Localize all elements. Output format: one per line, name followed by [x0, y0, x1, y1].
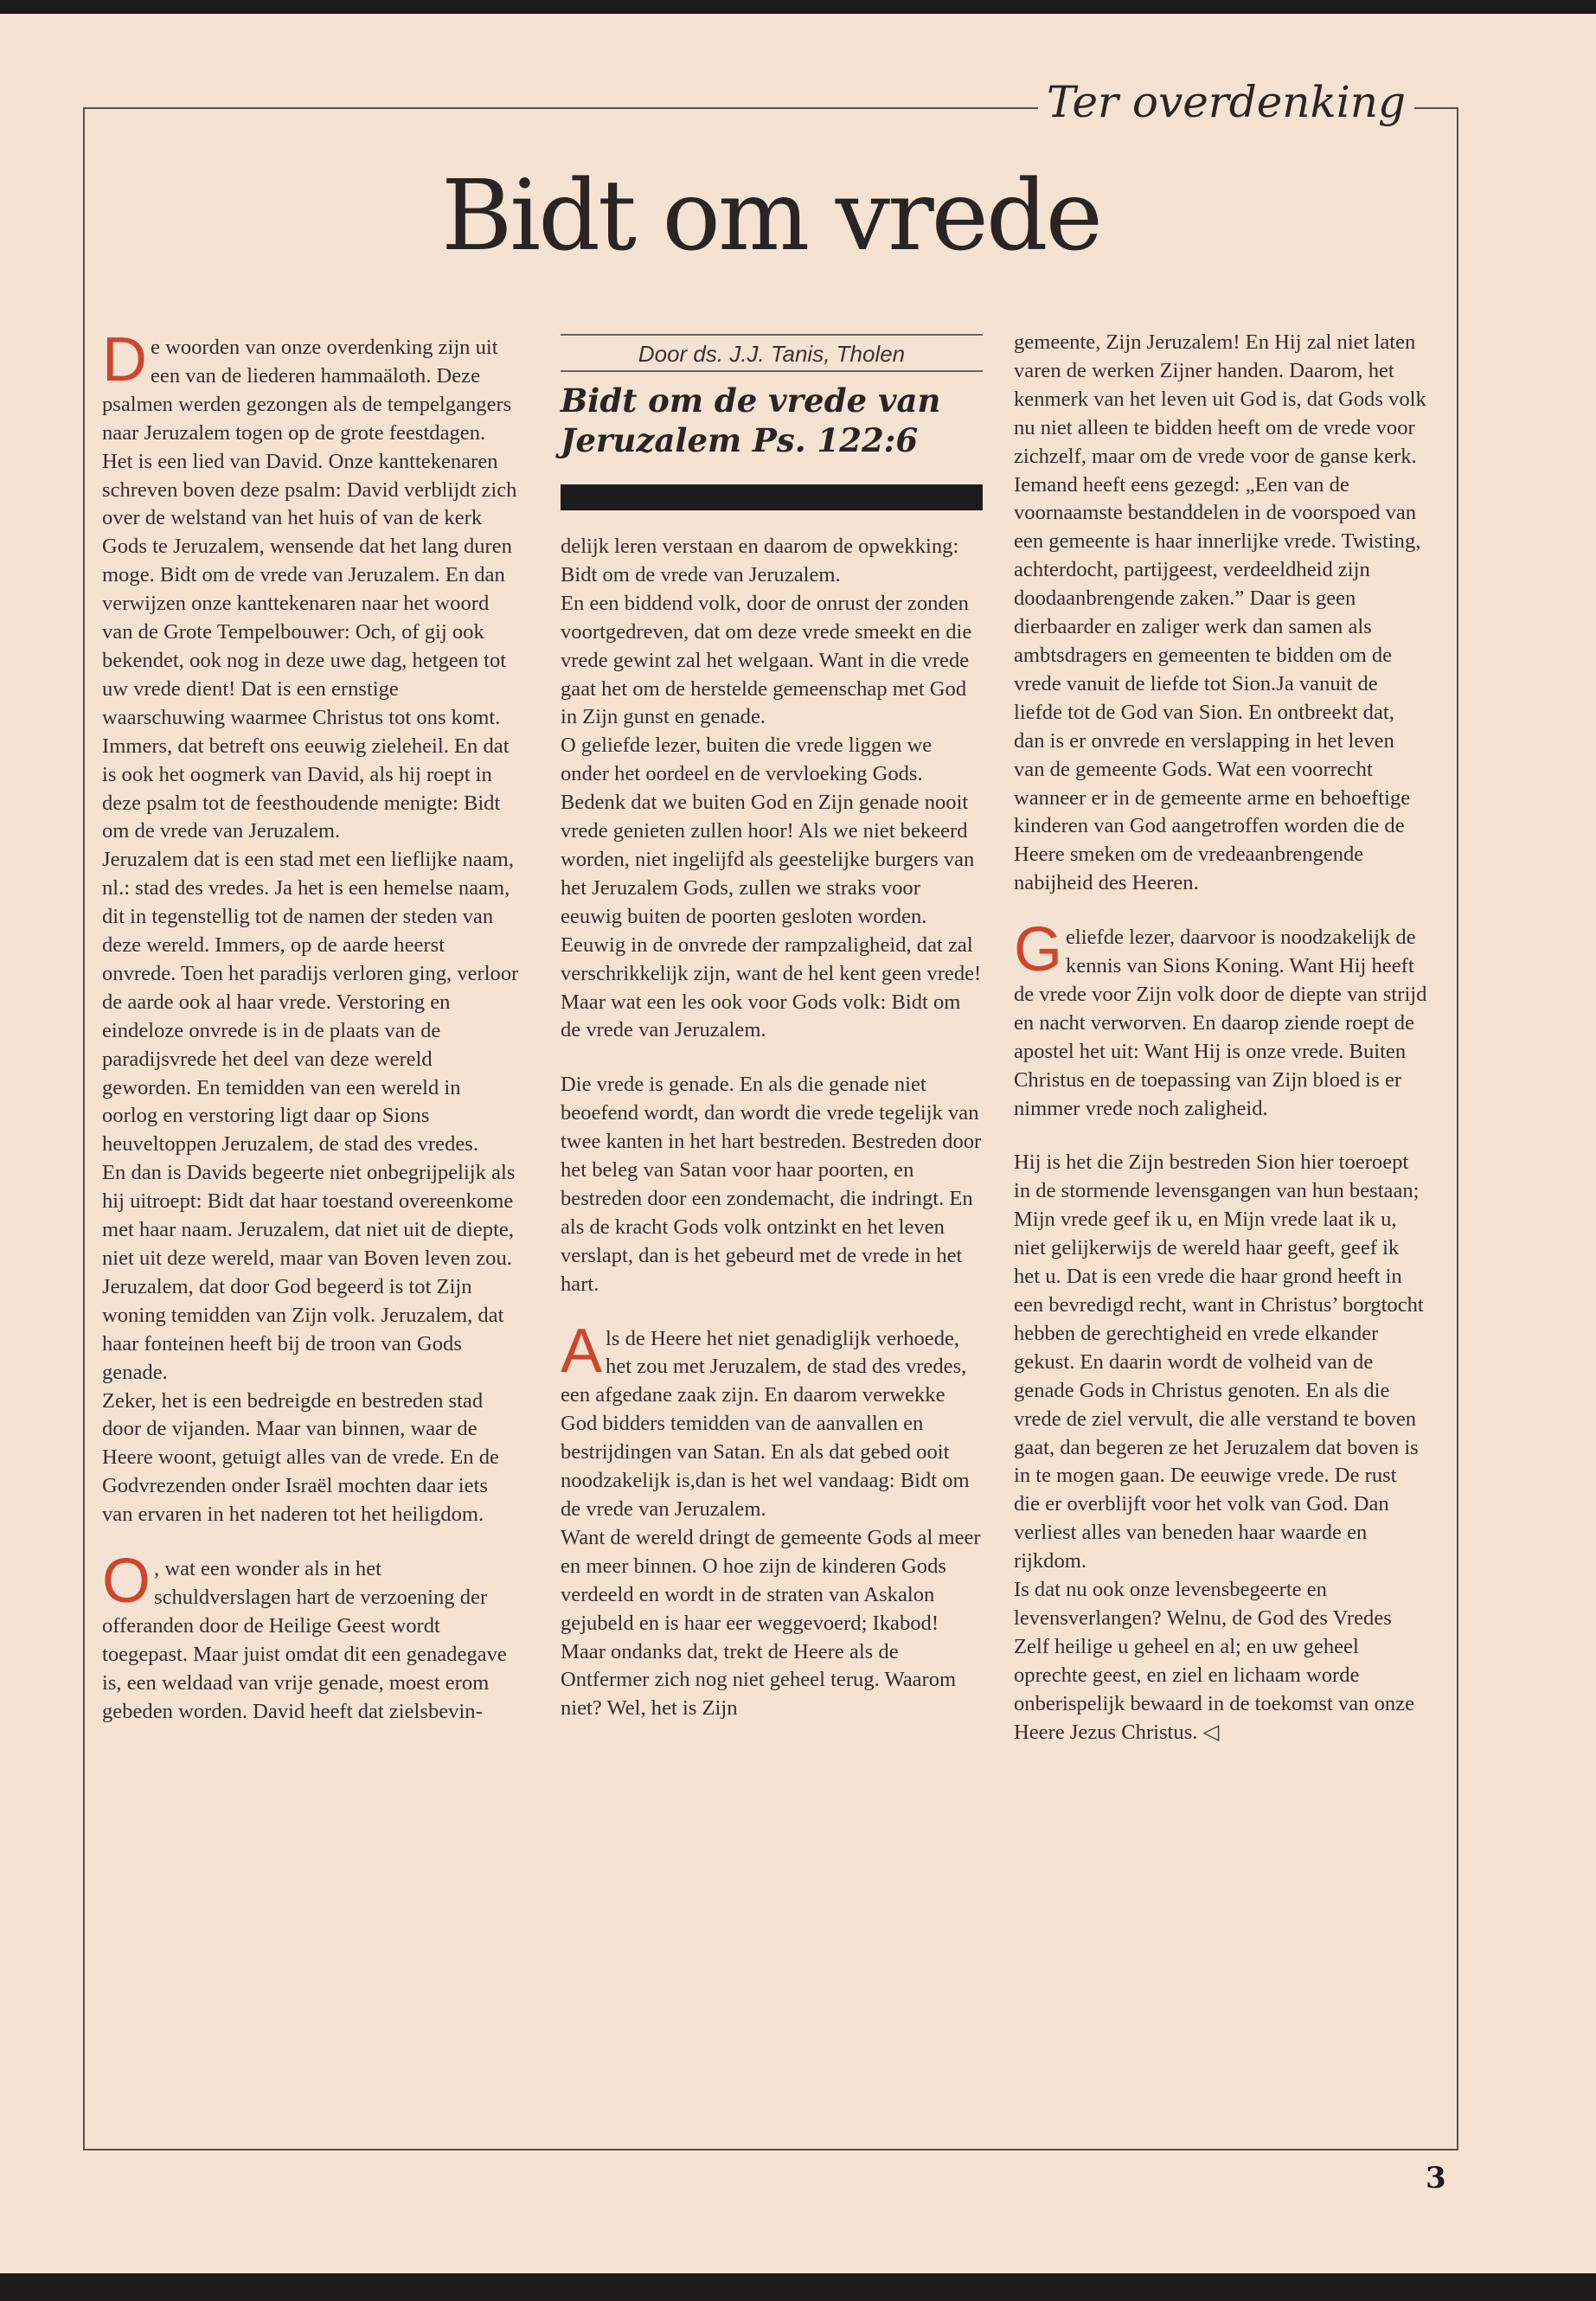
paragraph: En dan is Davids begeerte niet onbegrijpelijk als hij uitroept: Bidt dat haar toestand overeenkome met haar naam. Jeruzalem, dat niet uit de diepte, niet uit deze wereld, maar van Boven leven zou. Jeruzalem, dat door God begeerd is tot Zijn woning temidden van Zijn volk. Jeruzalem, dat haar fonteinen heeft bij de troon van Gods genade. [102, 1161, 516, 1384]
byline-rule [561, 370, 983, 372]
paragraph: gemeente, Zijn Jeruzalem! En Hij zal niet laten varen de werken Zijner handen. Daarom, het kenmerk van het leven uit God is, dat Gods volk nu niet alleen te bidden heeft om de vrede voor zichzelf, maar om de vrede voor de ganse kerk. Iemand heeft eens gezegd: „Een van de voornaamste bestanddelen in de voorspoed van een gemeente is haar innerlijke vrede. Twisting, achterdocht, partijgeest, verdeeldheid zijn doodaanbrengende zaken.” Daar is geen dierbaarder en zaliger werk dan samen als ambtsdragers en gemeenten te bidden om de vrede vanuit de liefde tot Sion.Ja vanuit de liefde tot de God van Sion. En ontbreekt dat, dan is er onvrede en verslapping in het leven van de gemeente Gods. Wat een voorrecht wanneer er in de gemeente arme en behoeftige kinderen van God aangetroffen worden die de Heere smeken om de vredeaanbrengende nabijheid des Heeren. [1014, 330, 1426, 895]
section-label: Ter overdenking [1038, 76, 1414, 128]
paragraph: delijk leren verstaan en daarom de opwekking: Bidt om de vrede van Jeruzalem. [561, 535, 959, 586]
paragraph [102, 325, 519, 846]
paragraph: Jeruzalem dat is een stad met een lieflijke naam, nl.: stad des vredes. Ja het is een hemelse naam, dit in tegenstellig tot de namen der steden van deze wereld. Immers, op de aarde heerst onvrede. Toen het paradijs verloren ging, verloor de aarde ook al haar vrede. Verstoring en eindeloze onvrede is in de plaats van de paradijsvrede het deel van deze wereld geworden. En temidden van een wereld in oorlog en verstoring ligt daar op Sions heuveltoppen Jeruzalem, de stad des vredes. [102, 848, 519, 1157]
paragraph: O geliefde lezer, buiten die vrede liggen we onder het oordeel en de vervloeking Gods. Bedenk dat we buiten God en Zijn genade nooit vrede genieten zullen hoor! Als we niet bekeerd worden, niet ingelijfd als geestelijke burgers van het Jeruzalem Gods, zullen we straks voor eeuwig buiten de poorten gesloten worden. Eeuwig in de onvrede der rampzaligheid, dat zal verschrikkelijk zijn, want de hel kent geen vrede! [561, 734, 982, 985]
paragraph: Zeker, het is een bedreigde en bestreden stad door de vijanden. Maar van binnen, waar de Heere woont, getuigt alles van de vrede. En de Godvrezenden onder Israël mochten daar iets van ervaren in het naderen tot het heiligdom. [102, 1388, 499, 1527]
paragraph: En een biddend volk, door de onrust der zonden voortgedreven, dat om deze vrede smeekt en die vrede gewint zal het welgaan. Want in die vrede gaat het om de herstelde gemeenschap met God in Zijn gunst en genade. [561, 591, 972, 729]
column-1 [102, 325, 519, 1727]
paragraph: Die vrede is genade. En als die genade niet beoefend wordt, dan wordt die vrede tegelijk van twee kanten in het hart bestreden. Bestreden door het beleg van Satan voor haar poorten, en bestreden door een zondemacht, die indringt. En als de kracht Gods volk ontzinkt en het leven verslapt, dan is het gebeurd met de vrede in het hart. [561, 1073, 982, 1296]
drop-cap: A [561, 1316, 603, 1386]
column-3 [1014, 329, 1427, 1747]
paragraph [1014, 915, 1427, 1123]
top-dark-border [0, 0, 1596, 14]
paragraph: Maar ondanks dat, trekt de Heere als de Ontfermer zich nog niet geheel terug. Waarom niet? Wel, het is Zijn [561, 1639, 957, 1721]
paragraph: Maar wat een les ook voor Gods volk: Bidt om de vrede van Jeruzalem. [561, 990, 961, 1042]
column-2 [561, 334, 983, 1723]
drop-cap: O [102, 1547, 151, 1617]
drop-cap: G [1014, 915, 1063, 985]
subtitle-bar [561, 484, 983, 510]
bottom-dark-border [0, 2273, 1596, 2301]
article-title: Bidt om vrede [441, 160, 1100, 272]
drop-cap: D [102, 325, 147, 394]
paragraph-text: , wat een wonder als in het schuldverslagen hart de verzoening der offeranden door de Heilige Geest wordt toegepast. Maar juist omdat dit een genadegave is, een weldaad van vrije genade, moest erom gebeden worden. David heeft dat zielsbevin- [102, 1557, 507, 1723]
paragraph-text: eliefde lezer, daarvoor is noodzakelijk de kennis van Sions Koning. Want Hij heeft de vrede voor Zijn volk door de diepte van strijd en nacht verworven. En daarop ziende roept de apostel het uit: Want Hij is onze vrede. Buiten Christus en de toepassing van Zijn bloed is er nimmer vrede noch zaligheid. [1014, 926, 1427, 1120]
byline-rule [561, 334, 983, 336]
paragraph: Want de wereld dringt de gemeente Gods al meer en meer binnen. O hoe zijn de kinderen Gods verdeeld en wordt in de straten van Askalon gejubeld en is haar eer weggevoerd; Ikabod! [561, 1525, 981, 1635]
page-number: 3 [1426, 2161, 1446, 2195]
paragraph-text: e woorden van onze overdenking zijn uit een van de liederen hammaäloth. Deze psalmen werden gezongen als de tempelgangers naar Jeruzalem togen op de grote feestdagen. Het is een lied van David. Onze kanttekenaren schreven boven deze psalm: David verblijdt zich over de welstand van het huis of van de kerk Gods te Jeruzalem, wensende dat het lang duren moge. Bidt om de vrede van Jeruzalem. En dan verwijzen onze kanttekenaren naar het woord van de Grote Tempelbouwer: Och, of gij ook bekendet, ook nog in deze uwe dag, hetgeen tot uw vrede dient! Dat is een ernstige waarschuwing waarmee Christus tot ons komt. Immers, dat betreft ons eeuwig zieleheil. En dat is ook het oogmerk van David, als hij roept in deze psalm tot de feesthoudende menigte: Bidt om de vrede van Jeruzalem. [102, 336, 517, 843]
paragraph: Hij is het die Zijn bestreden Sion hier toeroept in de stormende levensgangen van hun bestaan; Mijn vrede geef ik u, en Mijn vrede laat ik u, niet gelijkerwijs de wereld haar geeft, geef ik het u. Dat is een vrede die haar grond heeft in een bevredigd recht, want in Christus’ borgtocht hebben de gerechtigheid en vrede elkander gekust. En daarin wordt de volheid van de genade Gods in Christus genoten. En als die vrede de ziel vervult, die alle verstand te boven gaat, dan begeren ze het Jeruzalem dat boven is in te mogen gaan. De eeuwige vrede. De rust die er overblijft voor het volk van God. Dan verliest alles van beneden haar waarde en rijkdom. [1014, 1150, 1424, 1574]
paragraph: Is dat nu ook onze levensbegeerte en levensverlangen? Welnu, de God des Vredes Zelf heilige u geheel en al; en uw geheel oprechte geest, en ziel en lichaam worde onberispelijk bewaard in de toekomst van onze Heere Jezus Christus. ◁ [1014, 1578, 1415, 1744]
paragraph [102, 1547, 519, 1726]
subtitle: Bidt om de vrede van Jeruzalem Ps. 122:6 [561, 381, 941, 459]
paragraph-text: ls de Heere het niet genadiglijk verhoede, het zou met Jeruzalem, de stad des vredes, een afgedane zaak zijn. En daarom verwekke God bidders temidden van de aanvallen en bestrijdingen van Satan. En als dat gebed ooit noodzakelijk is,dan is het wel vandaag: Bidt om de vrede van Jeruzalem. [561, 1326, 970, 1521]
paragraph [561, 1316, 983, 1524]
byline: Door ds. J.J. Tanis, Tholen [638, 341, 906, 367]
